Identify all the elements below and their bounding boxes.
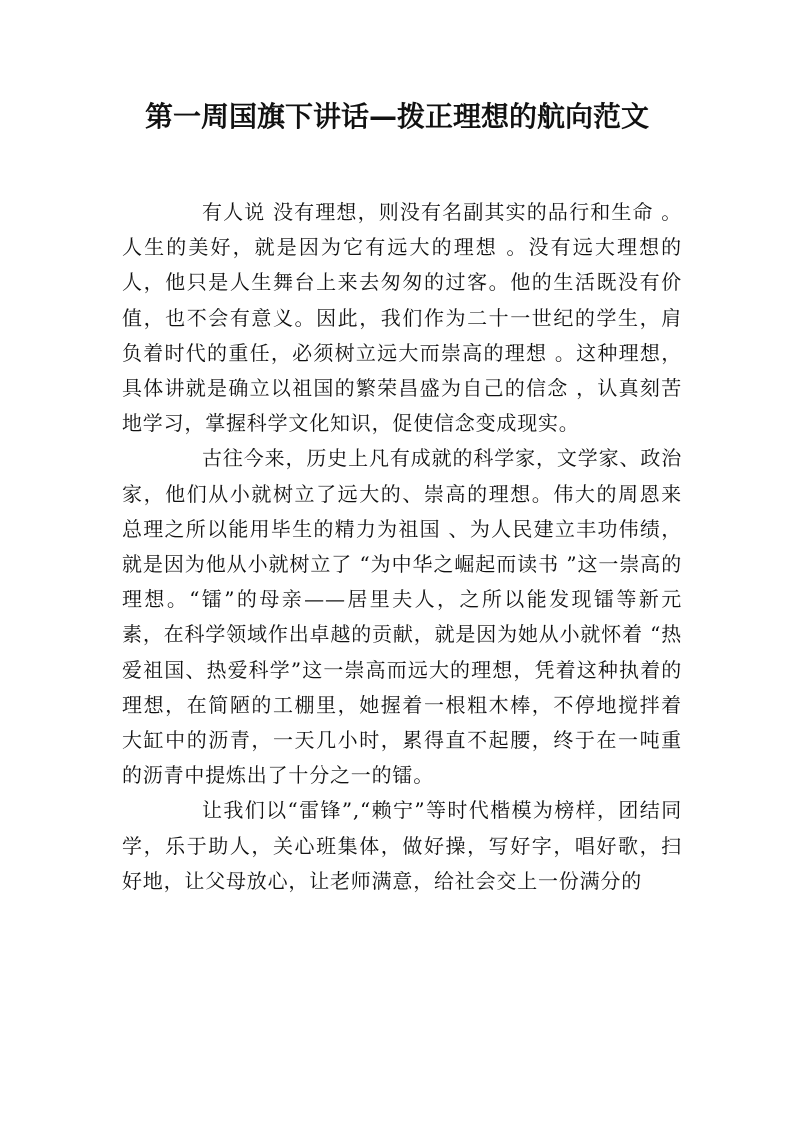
paragraph-2: 古往今来，历史上凡有成就的科学家，文学家、政治家，他们从小就树立了远大的、崇高的理想。伟大的周恩来总理之所以能用毕生的精力为祖国 、为人民建立丰功伟绩，就是因为他从小就树立了 “为中华之崛起而读书 ”这一崇高的理想。“镭”的母亲——居里夫人，之所以能发现镭等新元素，在科学领域作出卓越的贡献，就是因为她从小就怀着 “热爱祖国、热爱科学”这一崇高而远大的理想，凭着这种执着的理想，在简陋的工棚里，她握着一根粗木棒，不停地搅拌着大缸中的沥青，一天几小时，累得直不起腰，终于在一吨重的沥青中提炼出了十分之一的镭。 <box>122 446 682 788</box>
document-title: 第一周国旗下讲话—拨正理想的航向范文 <box>144 100 649 133</box>
document-body <box>122 195 682 899</box>
paragraph-1: 有人说 没有理想，则没有名副其实的品行和生命 。人生的美好，就是因为它有远大的理想 。没有远大理想的人，他只是人生舞台上来去匆匆的过客。他的生活既没有价值，也不会有意义。因此，我们作为二十一世纪的学生，肩负着时代的重任，必须树立远大而崇高的理想 。这种理想，具体讲就是确立以祖国的繁荣昌盛为自己的信念 ，认真刻苦地学习，掌握科学文化知识，促使信念变成现实。 <box>122 200 682 436</box>
paragraph-3: 让我们以“雷锋”,“赖宁”等时代楷模为榜样，团结同学，乐于助人，关心班集体，做好操，写好字，唱好歌，扫好地，让父母放心，让老师满意，给社会交上一份满分的 <box>122 798 682 893</box>
